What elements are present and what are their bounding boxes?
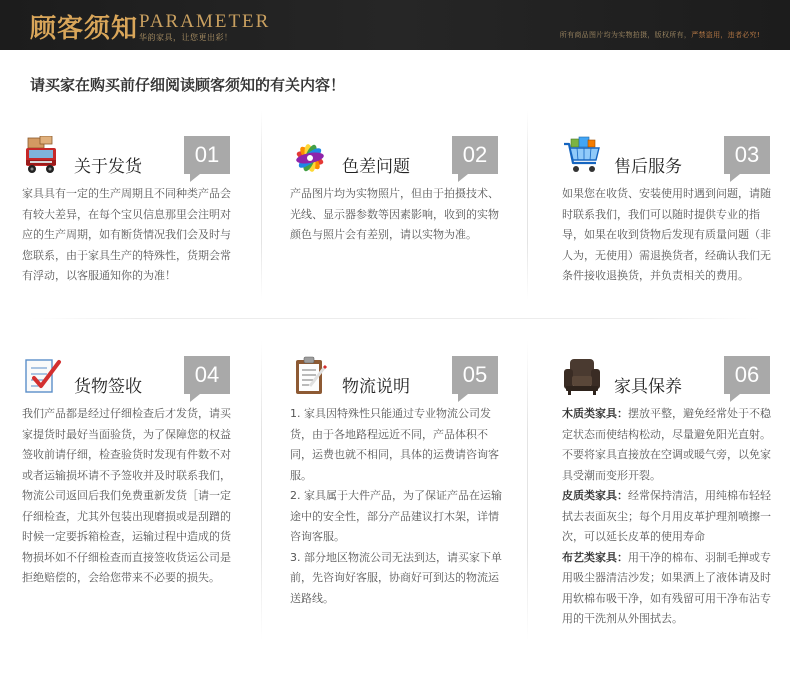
color-palette-icon	[290, 136, 330, 176]
intro-heading: 请买家在购买前仔细阅读顾客须知的有关内容！	[30, 76, 346, 94]
care-label: 布艺类家具：	[562, 550, 628, 564]
care-text: 摆放平整，避免经常处于不稳定状态而使结构松动，尽量避免阳光直射。不要将家具直接放在空调或暖气旁，以免家具受潮而变形开裂。	[562, 407, 771, 482]
armchair-icon	[562, 356, 602, 396]
column-divider	[527, 340, 528, 640]
block-paragraph: 我们产品都是经过仔细检查后才发货，请买家提货时最好当面验货，为了保障您的权益签收前请仔细，检查验货时发现有件数不对或者运输损坏请不予签收并及时联系我们，物流公司返回后我们免费重新发货［请一定仔细检查，尤其外包装出现磨损或是刮蹭的时候一定要拆箱检查，运输过程中造成的货物损坏如不仔细检查而直接签收货运公司是拒绝赔偿的，会给您带来不必要的损失。	[22, 407, 231, 584]
care-item-wood	[562, 404, 780, 486]
column-divider	[527, 110, 528, 300]
block-body	[290, 404, 508, 609]
block-title: 家具保养	[614, 377, 682, 397]
shopping-cart-icon	[562, 136, 602, 176]
block-number: 02	[452, 136, 498, 174]
column-divider	[261, 110, 262, 300]
block-title: 售后服务	[614, 157, 682, 177]
checklist-icon	[22, 356, 62, 396]
block-number: 03	[724, 136, 770, 174]
block-number: 01	[184, 136, 230, 174]
row-divider	[30, 318, 760, 319]
delivery-truck-icon	[22, 136, 62, 176]
block-number: 06	[724, 356, 770, 394]
block-body	[562, 404, 780, 630]
block-paragraph: 产品图片均为实物照片，但由于拍摄技术、光线、显示器参数等因素影响，收到的实物颜色与照片会有差别，请以实物为准。	[290, 187, 499, 241]
block-body	[22, 184, 240, 287]
care-item-fabric	[562, 548, 780, 630]
block-paragraph: 3. 部分地区物流公司无法到达，请买家下单前，先咨询好客服，协商好可到达的物流运送路线。	[290, 550, 502, 605]
header-title-en: PARAMETER	[139, 11, 271, 32]
block-title: 关于发货	[74, 157, 142, 177]
clipboard-icon	[290, 356, 330, 396]
copyright-note-highlight: 严禁盗用，违者必究!	[691, 31, 760, 39]
block-paragraph: 1. 家具因特殊性只能通过专业物流公司发货，由于各地路程远近不同，产品体积不同，运费也就不相同，具体的运费请咨询客服。	[290, 407, 499, 482]
block-title: 色差问题	[342, 157, 410, 177]
care-label: 木质类家具：	[562, 407, 628, 420]
block-body	[22, 404, 240, 589]
header-banner	[0, 0, 790, 50]
block-title: 货物签收	[74, 377, 142, 397]
block-paragraph: 家具具有一定的生产周期且不同种类产品会有较大差异，在每个宝贝信息那里会注明对应的生产周期，如有断货情况我们会及时与您联系，由于家具生产的特殊性，货期会常有浮动，以客服通知你的为准！	[22, 187, 231, 282]
block-paragraph: 如果您在收货、安装使用时遇到问题，请随时联系我们，我们可以随时提供专业的指导，如果在收到货物后发现有质量问题（非人为，无使用）需退换货者，经确认我们无条件接收退换货，并负责相关的费用。	[562, 187, 771, 282]
care-label: 皮质类家具：	[562, 489, 628, 502]
care-text: 经常保持清洁，用纯棉布轻轻拭去表面灰尘；每个月用皮革护理剂喷擦一次，可以延长皮革的使用寿命	[562, 489, 771, 543]
care-text: 用干净的棉布、羽制毛掸或专用吸尘器清洁沙发；如果洒上了液体请及时用软棉布吸干净，如有残留可用干净布沾专用的干洗剂从外围拭去。	[562, 550, 771, 625]
block-body	[562, 184, 780, 287]
block-title: 物流说明	[342, 377, 410, 397]
copyright-note	[560, 30, 760, 40]
header-subtitle: 华韵家具，让您更出彩！	[139, 33, 233, 42]
copyright-note-prefix: 所有商品图片均为实物拍摄，版权所有，	[559, 31, 692, 39]
block-body	[290, 184, 508, 246]
column-divider	[261, 340, 262, 640]
block-paragraph: 2. 家具属于大件产品，为了保证产品在运输途中的安全性，部分产品建议打木架，详情咨询客服。	[290, 489, 502, 543]
care-item-leather	[562, 486, 780, 548]
block-number: 04	[184, 356, 230, 394]
block-number: 05	[452, 356, 498, 394]
header-title-cn: 顾客须知	[30, 14, 139, 44]
